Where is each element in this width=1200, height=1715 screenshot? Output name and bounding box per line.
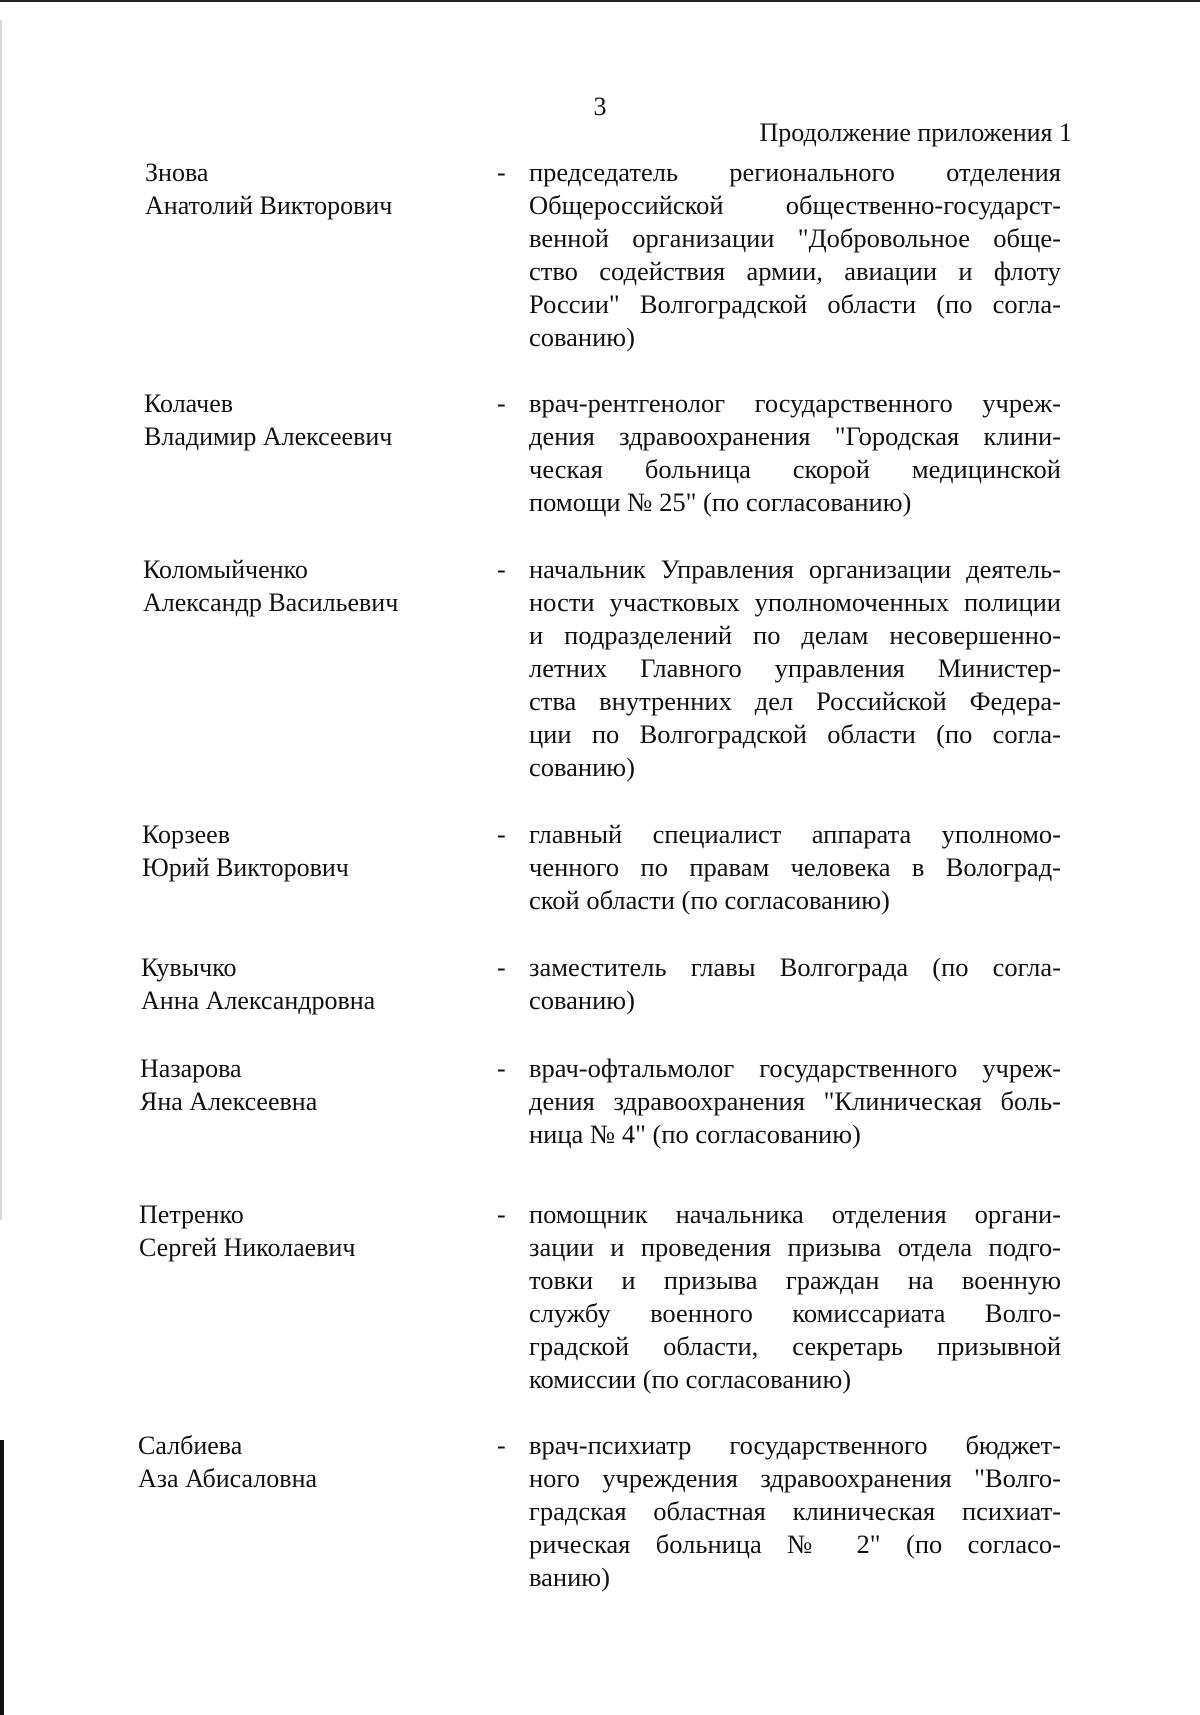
position-line: ции по Волгоградской области (по согла-	[529, 719, 1061, 749]
position-line: товки и призыва граждан на военную	[529, 1265, 1061, 1295]
member-given-name: Анна Александровна	[141, 986, 376, 1015]
position-line: комиссии (по согласованию)	[529, 1364, 852, 1394]
position-line: ской области (по согласованию)	[529, 885, 890, 915]
position-line: главный специалист аппарата уполномо-	[529, 819, 1061, 849]
dash-separator: -	[497, 1431, 506, 1460]
member-surname: Назарова	[140, 1054, 242, 1083]
member-position	[529, 1198, 1061, 1396]
position-line: дения здравоохранения "Клиническая боль-	[529, 1086, 1061, 1116]
position-line: службу военного комиссариата Волго-	[529, 1298, 1061, 1328]
member-name	[138, 1429, 498, 1495]
scan-edge-top	[0, 0, 1200, 2]
position-line: градская областная клиническая психиат-	[529, 1496, 1061, 1526]
position-line: и подразделений по делам несовершенно-	[529, 620, 1061, 650]
position-line: венной организации "Добровольное обще-	[529, 223, 1061, 253]
member-position	[529, 387, 1061, 519]
dash-separator: -	[497, 820, 506, 849]
member-position	[529, 951, 1061, 1017]
dash-separator: -	[497, 389, 506, 418]
member-surname: Салбиева	[138, 1431, 243, 1460]
position-line: сованию)	[529, 322, 635, 352]
member-given-name: Александр Васильевич	[143, 588, 399, 617]
position-line: Общероссийской общественно-государст-	[529, 190, 1061, 220]
position-line: зации и проведения призыва отдела подго-	[529, 1232, 1061, 1262]
member-given-name: Аза Абисаловна	[138, 1464, 318, 1493]
dash-separator: -	[497, 158, 506, 187]
member-surname: Коломыйченко	[143, 555, 308, 584]
position-line: ного учреждения здравоохранения "Волго-	[529, 1463, 1061, 1493]
member-surname: Корзеев	[142, 820, 230, 849]
scan-edge-left	[0, 1440, 4, 1715]
member-name	[139, 1198, 499, 1264]
dash-separator: -	[497, 555, 506, 584]
member-position	[529, 818, 1061, 917]
position-line: ванию)	[529, 1562, 610, 1592]
dash-separator: -	[497, 1200, 506, 1229]
position-line: врач-рентгенолог государственного учреж-	[529, 388, 1061, 418]
member-surname: Колачев	[144, 389, 234, 418]
position-line: помощи № 25" (по согласованию)	[529, 487, 912, 517]
position-line: врач-офтальмолог государственного учреж-	[529, 1053, 1061, 1083]
position-line: ства внутренних дел Российской Федера-	[529, 686, 1061, 716]
position-line: врач-психиатр государственного бюджет-	[529, 1430, 1061, 1460]
member-name	[141, 951, 501, 1017]
member-given-name: Яна Алексеевна	[140, 1087, 318, 1116]
position-line: ности участковых уполномоченных полиции	[529, 587, 1061, 617]
member-given-name: Владимир Алексеевич	[144, 422, 393, 451]
position-line: России" Волгоградской области (по согла-	[529, 289, 1061, 319]
page-number: 3	[593, 92, 607, 121]
position-line: рическая больница № 2" (по согласо-	[529, 1529, 1061, 1559]
position-line: сованию)	[529, 752, 635, 782]
member-name	[143, 553, 503, 619]
position-line: ченного по правам человека в Волоград-	[529, 852, 1061, 882]
member-position	[529, 1429, 1061, 1594]
member-name	[145, 156, 505, 222]
position-line: председатель регионального отделения	[529, 157, 1061, 187]
scan-edge-left-faint	[0, 20, 2, 1220]
member-given-name: Сергей Николаевич	[139, 1233, 356, 1262]
member-given-name: Юрий Викторович	[142, 853, 349, 882]
continuation-note: Продолжение приложения 1	[759, 118, 1072, 147]
member-surname: Петренко	[139, 1200, 244, 1229]
member-surname: Знова	[145, 158, 209, 187]
position-line: помощник начальника отделения органи-	[529, 1199, 1061, 1229]
position-line: сованию)	[529, 985, 635, 1015]
dash-separator: -	[497, 1054, 506, 1083]
member-position	[529, 553, 1061, 784]
member-given-name: Анатолий Викторович	[145, 191, 393, 220]
member-name	[142, 818, 502, 884]
position-line: летних Главного управления Министер-	[529, 653, 1061, 683]
member-position	[529, 1052, 1061, 1151]
member-surname: Кувычко	[141, 953, 237, 982]
position-line: дения здравоохранения "Городская клини-	[529, 421, 1061, 451]
position-line: заместитель главы Волгограда (по согла-	[529, 952, 1061, 982]
member-position	[529, 156, 1061, 354]
position-line: ство содействия армии, авиации и флоту	[529, 256, 1061, 286]
position-line: ческая больница скорой медицинской	[529, 454, 1061, 484]
member-name	[144, 387, 504, 453]
position-line: начальник Управления организации деятель-	[529, 554, 1061, 584]
position-line: градской области, секретарь призывной	[529, 1331, 1061, 1361]
member-name	[140, 1052, 500, 1118]
dash-separator: -	[497, 953, 506, 982]
position-line: ница № 4" (по согласованию)	[529, 1119, 861, 1149]
